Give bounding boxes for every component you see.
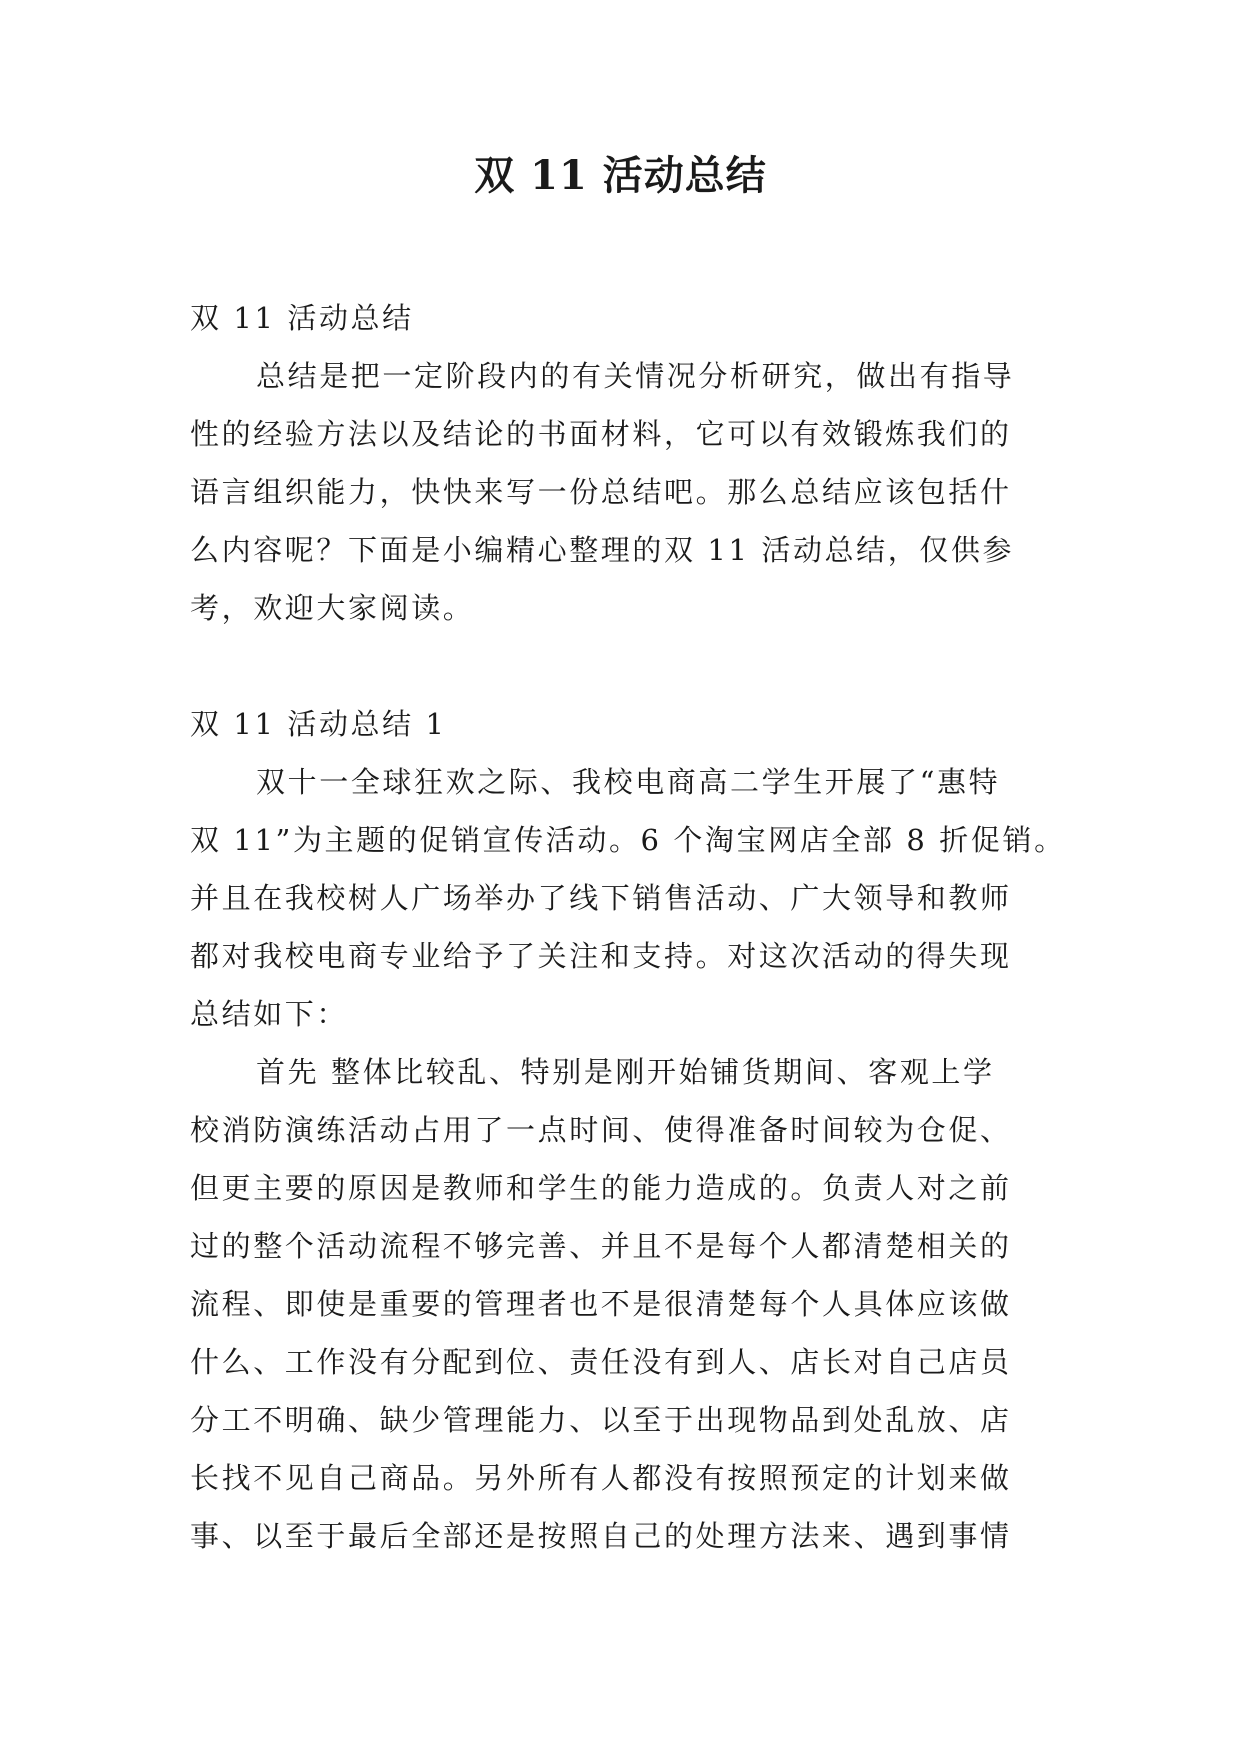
paragraph-line: 长找不见自己商品。另外所有人都没有按照预定的计划来做: [190, 1461, 1012, 1495]
paragraph-line: 总结如下：: [190, 997, 349, 1031]
paragraph-line: 么内容呢？下面是小编精心整理的双 11 活动总结，仅供参: [190, 533, 1015, 567]
section-paragraph: [190, 1043, 1070, 1565]
paragraph-line: 双十一全球狂欢之际、我校电商高二学生开展了“惠特: [256, 765, 1001, 799]
paragraph-line: 分工不明确、缺少管理能力、以至于出现物品到处乱放、店: [190, 1403, 1012, 1437]
intro-heading: 双 11 活动总结: [190, 301, 414, 335]
paragraph-line: 都对我校电商专业给予了关注和支持。对这次活动的得失现: [190, 939, 1012, 973]
paragraph-line: 双 11”为主题的促销宣传活动。6 个淘宝网店全部 8 折促销。: [190, 823, 1066, 857]
paragraph-line: 过的整个活动流程不够完善、并且不是每个人都清楚相关的: [190, 1229, 1012, 1263]
paragraph-line: 首先 整体比较乱、特别是刚开始铺货期间、客观上学: [256, 1055, 995, 1089]
document-title: 双 11 活动总结: [474, 152, 767, 199]
document-body: [190, 289, 1070, 1565]
paragraph-line: 性的经验方法以及结论的书面材料，它可以有效锻炼我们的: [190, 417, 1012, 451]
section-paragraph: [190, 753, 1070, 1043]
paragraph-line: 校消防演练活动占用了一点时间、使得准备时间较为仓促、: [190, 1113, 1012, 1147]
paragraph-line: 考，欢迎大家阅读。: [190, 591, 475, 625]
intro-paragraph: [190, 347, 1070, 637]
section-heading: 双 11 活动总结 1: [190, 707, 447, 741]
paragraph-line: 并且在我校树人广场举办了线下销售活动、广大领导和教师: [190, 881, 1012, 915]
paragraph-line: 语言组织能力，快快来写一份总结吧。那么总结应该包括什: [190, 475, 1012, 509]
paragraph-line: 事、以至于最后全部还是按照自己的处理方法来、遇到事情: [190, 1519, 1012, 1553]
paragraph-line: 但更主要的原因是教师和学生的能力造成的。负责人对之前: [190, 1171, 1012, 1205]
paragraph-line: 总结是把一定阶段内的有关情况分析研究，做出有指导: [256, 359, 1015, 393]
blank-line: [190, 637, 1070, 695]
paragraph-line: 什么、工作没有分配到位、责任没有到人、店长对自己店员: [190, 1345, 1012, 1379]
paragraph-line: 流程、即使是重要的管理者也不是很清楚每个人具体应该做: [190, 1287, 1012, 1321]
